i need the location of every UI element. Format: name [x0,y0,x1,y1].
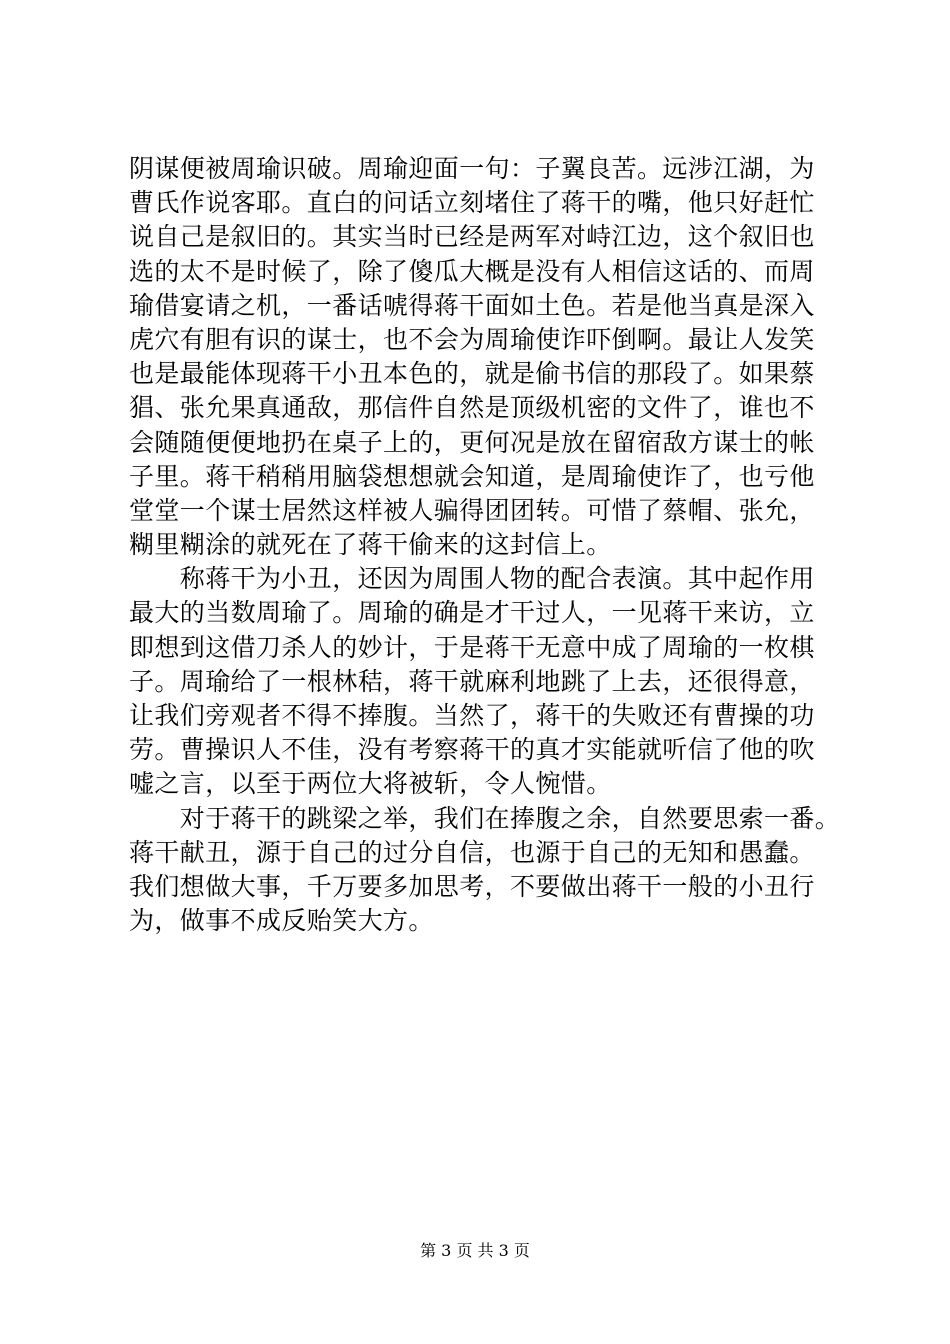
text-line: 子。周瑜给了一根林秸，蒋干就麻利地跳了上去，还很得意， [129,666,815,696]
text-line: 我们想做大事，千万要多加思考，不要做出蒋干一般的小丑行 [129,871,815,901]
text-line: 即想到这借刀杀人的妙计，于是蒋干无意中成了周瑜的一枚棋 [129,632,815,662]
text-line: 堂堂一个谋士居然这样被人骗得团团转。可惜了蔡帽、张允， [129,495,815,525]
page-number-footer: 第 3 页 共 3 页 [420,1241,530,1260]
text-line: 劳。曹操识人不佳，没有考察蒋干的真才实能就听信了他的吹 [129,735,815,765]
text-line: 对于蒋干的跳梁之举，我们在捧腹之余，自然要思索一番。 [129,803,841,833]
text-line: 曹氏作说客耶。直白的问话立刻堵住了蒋干的嘴，他只好赶忙 [129,188,815,218]
text-line: 最大的当数周瑜了。周瑜的确是才干过人，一见蒋干来访，立 [129,598,815,628]
text-line: 嘘之言，以至于两位大将被斩，令人惋惜。 [129,769,612,799]
text-line: 为，做事不成反贻笑大方。 [129,906,434,936]
text-line: 称蒋干为小丑，还因为周围人物的配合表演。其中起作用 [129,564,815,594]
text-line: 说自己是叙旧的。其实当时已经是两军对峙江边，这个叙旧也 [129,222,815,252]
text-line: 会随随便便地扔在桌子上的，更何况是放在留宿敌方谋士的帐 [129,427,815,457]
text-line: 选的太不是时候了，除了傻瓜大概是没有人相信这话的、而周 [129,256,815,286]
text-line: 也是最能体现蒋干小丑本色的，就是偷书信的那段了。如果蔡 [129,359,815,389]
text-line: 阴谋便被周瑜识破。周瑜迎面一句：子翼良苦。远涉江湖，为 [129,154,815,183]
text-line: 虎穴有胆有识的谋士，也不会为周瑜使诈吓倒啊。最让人发笑 [129,324,815,354]
text-line: 糊里糊涂的就死在了蒋干偷来的这封信上。 [129,530,612,560]
document-body [129,152,841,938]
text-line: 瑜借宴请之机，一番话唬得蒋干面如土色。若是他当真是深入 [129,290,815,320]
text-line: 子里。蒋干稍稍用脑袋想想就会知道，是周瑜使诈了，也亏他 [129,461,815,491]
text-line: 蒋干献丑，源于自己的过分自信，也源于自己的无知和愚蠢。 [129,837,815,867]
text-line: 让我们旁观者不得不捧腹。当然了，蒋干的失败还有曹操的功 [129,701,815,730]
text-line: 猖、张允果真通敌，那信件自然是顶级机密的文件了，谁也不 [129,393,815,423]
